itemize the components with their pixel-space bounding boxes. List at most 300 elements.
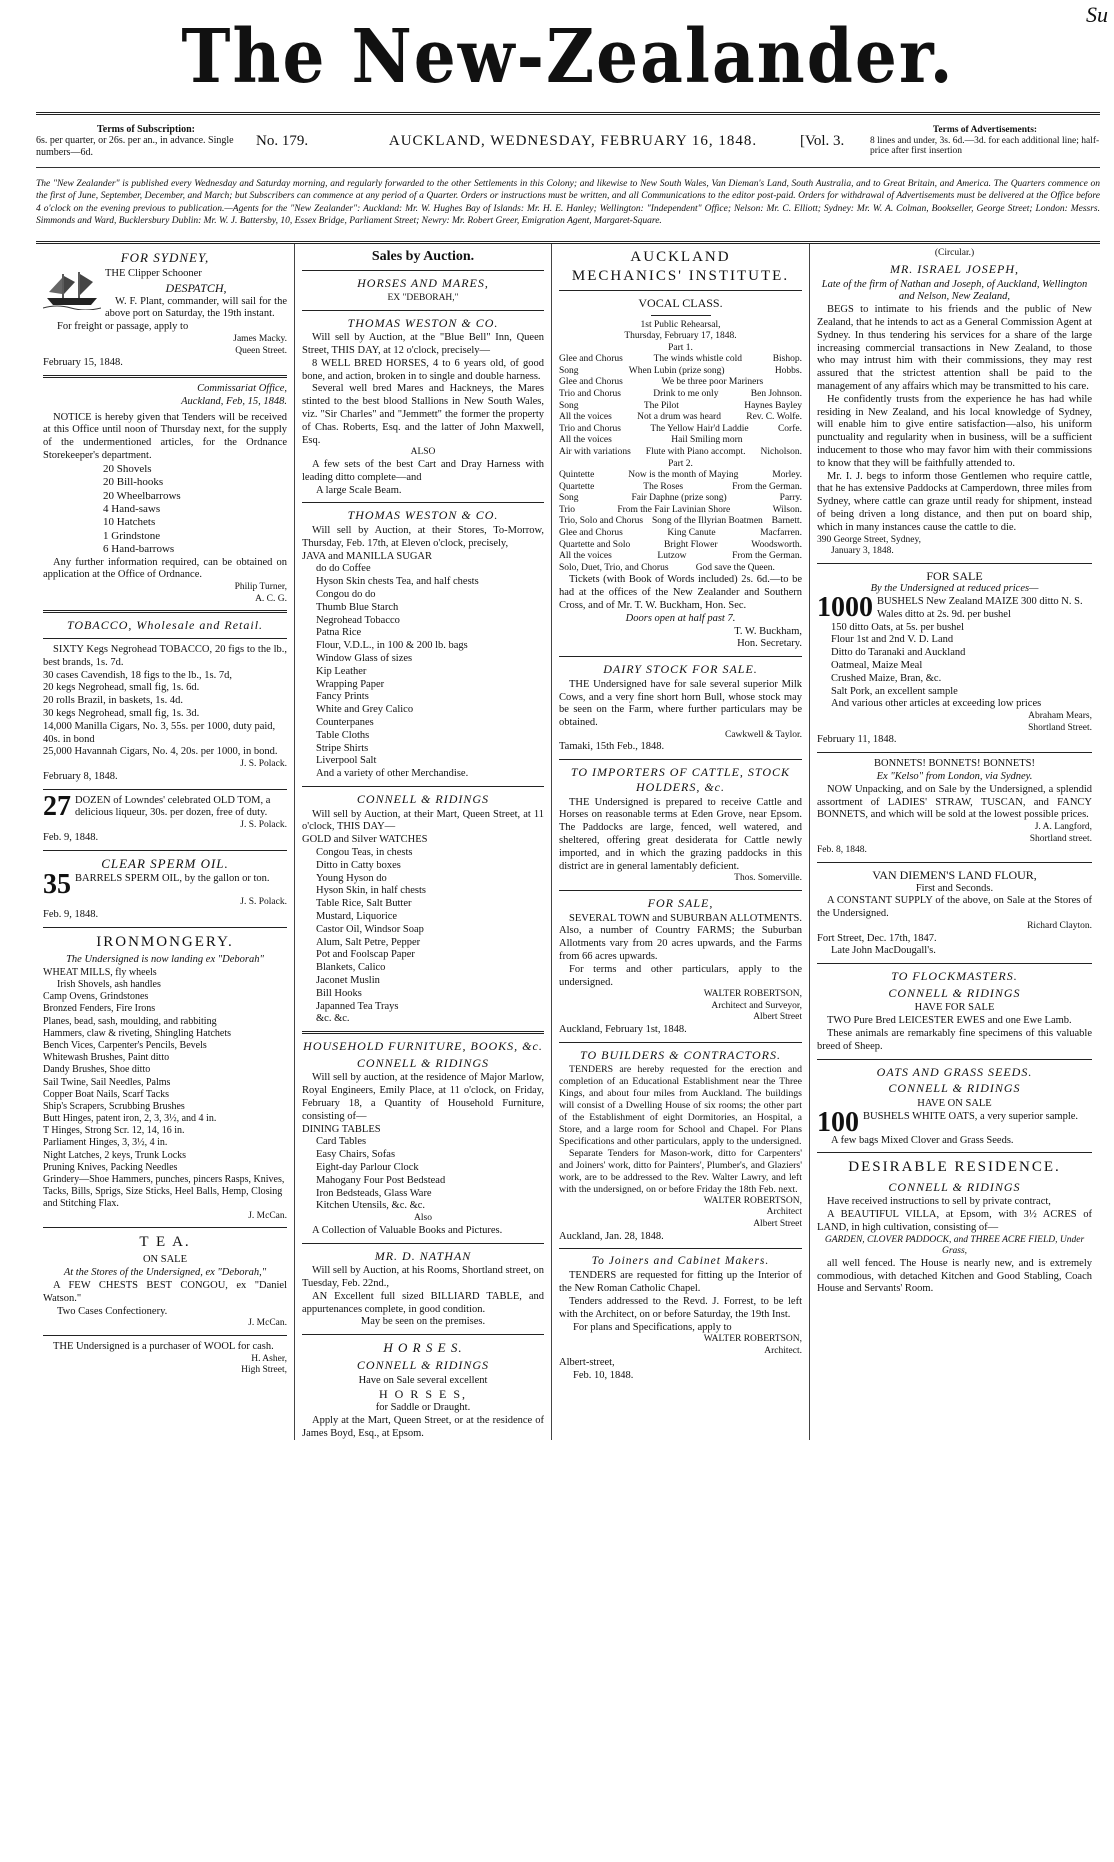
list-item: Bench Vices, Carpenter's Pencils, Bevels: [43, 1039, 207, 1051]
column-4: [810, 244, 1099, 1440]
ad-text: TWO Pure Bred LEICESTER EWES and one Ewe Lamb.: [827, 1015, 1072, 1027]
advertisement-terms: Terms of Advertisements: 8 lines and under, 3s. 6d.—3d. for each additional line; half-price after first insertion: [870, 124, 1100, 157]
dateline: [36, 121, 1100, 161]
ad-text: NOW Unpacking, and on Sale by the Undersigned, a splendid assortment of LADIES' STRAW, TUSCAN, and FANCY BONNETS, and which will be sold at the lowest possible prices.: [817, 783, 1092, 821]
list-item: 14,000 Manilla Cigars, No. 3, 55s. per 1000, duty paid, 40s. in bond: [43, 720, 276, 745]
piece-type: Song: [559, 400, 579, 411]
list-item: Stripe Shirts: [316, 742, 369, 754]
list-item: Congou do do: [316, 589, 376, 601]
auctioneer-name: THOMAS WESTON & CO.: [347, 508, 499, 523]
list-item: Night Latches, 2 keys, Trunk Locks: [43, 1149, 187, 1161]
columns: [36, 241, 1100, 1440]
item-list: [43, 463, 287, 557]
ad-text: AN Excellent full sized BILLIARD TABLE, and appurtenances complete, in good condition.: [302, 1290, 544, 1315]
piece-type: Trio and Chorus: [559, 389, 621, 400]
piece-composer: Parry.: [779, 493, 802, 504]
list-item: Crushed Maize, Bran, &c.: [831, 672, 942, 684]
ad-heading: IRONMONGERY.: [96, 933, 234, 950]
divider: [302, 502, 544, 503]
piece-type: Quartette: [559, 481, 595, 492]
ad-signature: Architect and Surveyor,: [711, 1000, 802, 1011]
list-item: 20 Bill-hooks: [103, 476, 164, 489]
list-item: Ditto in Catty boxes: [316, 859, 401, 871]
ad-signature: J. McCan.: [248, 1318, 287, 1329]
ad-text: Also: [414, 1213, 432, 1224]
quantity-number: 100: [817, 1106, 859, 1138]
list-item: Sail Twine, Sail Needles, Palms: [43, 1076, 171, 1088]
piece-title: Bright Flower: [663, 539, 718, 550]
list-item: 150 ditto Oats, at 5s. per bushel: [831, 621, 964, 633]
list-item: Pruning Knives, Packing Needles: [43, 1161, 178, 1173]
ad-text: TENDERS are requested for fitting up the Interior of the New Roman Catholic Chapel.: [559, 1270, 802, 1295]
programme-row: [559, 482, 802, 494]
list-item: Easy Chairs, Sofas: [316, 1149, 396, 1161]
piece-type: Glee and Chorus: [559, 528, 623, 538]
list-item: DINING TABLES: [302, 1123, 381, 1135]
ad-text: A FEW CHESTS BEST CONGOU, ex "Daniel Watson.": [43, 1280, 287, 1304]
list-item: Fancy Prints: [316, 691, 369, 703]
ad-text: SEVERAL TOWN and SUBURBAN ALLOTMENTS. Also, a number of Country FARMS; the Suburban Allotments vary from 20 acres upwards, and the Farms from 66 acres upwards.: [559, 912, 802, 962]
ad-text: For terms and other particulars, apply to the undersigned.: [559, 963, 802, 988]
divider: [43, 789, 287, 790]
piece-composer: From the German.: [732, 481, 802, 492]
ad-heading: TOBACCO, Wholesale and Retail.: [66, 618, 264, 633]
list-item: Ship's Scrapers, Scrubbing Brushes: [43, 1100, 185, 1112]
piece-composer: Woodsworth.: [751, 539, 802, 550]
list-item: And various other articles at exceeding low prices: [831, 698, 1042, 710]
ad-heading: HOUSEHOLD FURNITURE, BOOKS, &c.: [303, 1039, 543, 1054]
column-3: [552, 244, 810, 1440]
corner-mark: Su: [1086, 2, 1108, 27]
programme-row: [559, 424, 802, 436]
list-item: 30 cases Cavendish, 18 figs to the lb., 1s. 7d,: [43, 669, 232, 681]
ad-text: A Collection of Valuable Books and Pictures.: [312, 1224, 503, 1236]
piece-type: Glee and Chorus: [559, 354, 623, 365]
programme-row: [559, 505, 802, 517]
ad-text: He confidently trusts from the experience he has had while residing in New Zealand, and his local knowledge of Sydney, will enable him to give entire satisfaction—also, his uniform punctuality and regularity when in business, will be a sufficient inducement to those who may favor him with their commissions to know that they will be faithfully attended to.: [817, 393, 1092, 469]
list-item: 20 kegs Negrohead, small fig, 1s. 6d.: [43, 682, 200, 694]
divider: [302, 270, 544, 271]
divider: [43, 638, 287, 639]
ad-signature: J. S. Polack.: [240, 759, 287, 770]
publication-notice: The "New Zealander" is published every Wednesday and Saturday morning, and regularly forwarded to the other Settlements in this Colony; and likewise to New South Wales, Van Dieman's Land, South Australia, and to Great Britain, and America. The Quarters commence on the first of June, September, December, and March; but Subscribers can commence at any period of a Quarter. Orders or instructions must be written, and all Communications to the editor post-paid. Orders for withdrawal of Advertisements must be delivered at the Office before 4 o'clock on the evening previous to publication.—Agents for the "New Zealander": Auckland: Mr. W. Hughes Bay of Islands: Mr. H. E. Hanley; Wellington: "Independent" Office; Nelson: Mr. C. Elliott; Sydney: Mr. W. A. Colman, Bookseller, George Street; London: Messrs. Simmonds and Ward, Bucklersbury Dublin: Mr. W. J. Battersby, 10, Essex Bridge, Parliament Street; Newry: Mr. Robert Greer, Emigration Agent, Margaret-Square.: [36, 179, 1100, 227]
piece-title: From the Fair Lavinian Shore: [617, 504, 731, 515]
list-item: Pot and Foolscap Paper: [316, 949, 415, 961]
piece-composer: Wilson.: [772, 504, 802, 515]
ad-date: Auckland, Jan. 28, 1848.: [559, 1230, 664, 1242]
ad-address: Queen Street.: [235, 345, 287, 356]
ad-text: Apply at the Mart, Queen Street, or at the residence of James Boyd, Esq., at Epsom.: [302, 1414, 544, 1439]
auctioneer-name: CONNELL & RIDINGS: [888, 1179, 1021, 1194]
list-item: 20 rolls Brazil, in baskets, 1s. 4d.: [43, 695, 183, 707]
ad-signature: WALTER ROBERTSON,: [703, 989, 802, 1000]
ad-heading: FOR SYDNEY,: [120, 250, 210, 266]
ad-text: For freight or passage, apply to: [57, 321, 189, 333]
ad-signature: Architect: [766, 1207, 802, 1218]
column-1: [36, 244, 295, 1440]
ad-heading: TO FLOCKMASTERS.: [891, 969, 1018, 984]
list-item: Mustard, Liquorice: [316, 910, 398, 922]
ad-address: High Street,: [241, 1365, 287, 1376]
programme-row: [559, 528, 802, 540]
list-item: Ditto do Taranaki and Auckland: [831, 647, 966, 659]
ad-date: Tamaki, 15th Feb., 1848.: [559, 741, 665, 753]
issue-number: No. 179.: [256, 132, 309, 149]
ad-subheading: EX "DEBORAH,": [387, 293, 459, 304]
list-item: Parliament Hinges, 3, 3½, 4 in.: [43, 1137, 168, 1149]
ad-heading: OATS AND GRASS SEEDS.: [876, 1064, 1033, 1079]
ad-heading: BONNETS! BONNETS! BONNETS!: [874, 758, 1035, 770]
ad-heading: TO BUILDERS & CONTRACTORS.: [580, 1047, 781, 1062]
list-item: &c. &c.: [316, 1013, 350, 1025]
piece-type: Glee and Chorus: [559, 377, 623, 388]
ad-text: These animals are remarkably fine specimens of this valuable breed of Sheep.: [817, 1027, 1092, 1052]
programme-row: [559, 354, 802, 366]
ad-text: Doors open at half past 7.: [625, 612, 736, 624]
list-item: Flour, V.D.L., in 100 & 200 lb. bags: [316, 640, 468, 652]
ad-signature: T. W. Buckham,: [734, 625, 802, 637]
programme-row: [559, 401, 802, 413]
quantity-number: 35: [43, 869, 71, 901]
quantity-number: 1000: [817, 592, 873, 624]
ship-name: DESPATCH,: [165, 281, 227, 296]
list-item: Whitewash Brushes, Paint ditto: [43, 1052, 170, 1064]
ad-subheading: At the Stores of the Undersigned, ex "Deborah,": [63, 1267, 267, 1279]
item-list: [302, 576, 544, 781]
ad-heading: MECHANICS' INSTITUTE.: [571, 267, 790, 284]
list-item: Castor Oil, Windsor Soap: [316, 923, 424, 935]
ad-subheading: HAVE FOR SALE: [914, 1002, 995, 1014]
ad-text: Will sell by Auction, at their Mart, Queen Street, at 11 o'clock, THIS DAY—: [302, 808, 544, 833]
ad-signature: WALTER ROBERTSON,: [703, 1195, 802, 1206]
ad-text: BEGS to intimate to his friends and the public of New Zealand, that he intends to act as a General Commission Agent at Sydney. In thus tendering his services for a share of the large increasing commercial transactions in New Zealand, to those who may intrust him with their commissions, they may rest assured that the strictest attention shall be paid to the management of any affairs which may be transmitted to his care.: [817, 304, 1092, 392]
programme-row: [559, 377, 802, 389]
ad-text: THE Clipper Schooner: [105, 268, 202, 280]
divider: [817, 963, 1092, 964]
ad-signature: WALTER ROBERTSON,: [703, 1334, 802, 1345]
list-item: WHEAT MILLS, fly wheels: [43, 966, 157, 978]
ad-text: 8 WELL BRED HORSES, 4 to 6 years old, of good bone, and action, broken in to single and double harness.: [302, 357, 544, 382]
list-item: JAVA and MANILLA SUGAR: [302, 550, 433, 562]
divider: [817, 862, 1092, 863]
list-item: Japanned Tea Trays: [316, 1000, 399, 1012]
ad-address: Albert Street: [753, 1012, 802, 1023]
list-item: Dandy Brushes, Shoe ditto: [43, 1064, 151, 1076]
list-item: Flour 1st and 2nd V. D. Land: [831, 634, 954, 646]
list-item: Bill Hooks: [316, 987, 362, 999]
programme-row: [559, 516, 802, 528]
piece-composer: Corfe.: [777, 423, 802, 434]
ad-signature: H. Asher,: [251, 1353, 287, 1364]
list-item: Window Glass of sizes: [316, 653, 413, 665]
ad-text: all well fenced. The House is nearly new, and is extremely commodious, with detached Kitchen and Good Stabling, Coach House and Servants' Room.: [817, 1257, 1092, 1295]
divider: [817, 563, 1092, 564]
item-list: [302, 847, 544, 1026]
programme-row: [559, 412, 802, 424]
piece-title: Flute with Piano accompt.: [645, 446, 746, 457]
ad-signature: Architect.: [764, 1345, 802, 1356]
list-item: Planes, bead, sash, moulding, and rabbiting: [43, 1015, 217, 1027]
ad-heading: FOR SALE: [926, 568, 983, 583]
subscription-terms: Terms of Subscription: 6s. per quarter, or 26s. per an., in advance. Single numbers—6d.: [36, 123, 234, 158]
programme-row: [559, 435, 802, 447]
list-item: 25,000 Havannah Cigars, No. 4, 20s. per 1000, in bond.: [43, 746, 278, 758]
list-item: Hyson Skin, in half chests: [316, 885, 426, 897]
ad-text: Will sell by Auction, at the "Blue Bell" Inn, Queen Street, THIS DAY, at 12 o'clock, precisely—: [302, 332, 544, 357]
ad-signature: J. A. Langford,: [1034, 822, 1092, 833]
piece-title: God save the Queen.: [695, 562, 775, 573]
piece-title: Fair Daphne (prize song): [631, 493, 727, 504]
list-item: 6 Hand-barrows: [103, 543, 175, 556]
ad-date: Auckland, February 1st, 1848.: [559, 1024, 687, 1036]
ad-heading: MR. ISRAEL JOSEPH,: [889, 261, 1020, 276]
ad-heading: Commissariat Office,: [197, 383, 287, 394]
column-2: [295, 244, 552, 1440]
piece-composer: Barnett.: [771, 516, 802, 527]
list-item: Mahogany Four Post Bedstead: [316, 1174, 446, 1186]
list-item: Liverpool Salt: [316, 755, 377, 767]
ad-signature: Thos. Somerville.: [734, 873, 802, 884]
ad-subheading: Late of the firm of Nathan and Joseph, of Auckland, Wellington and Nelson, New Zealand,: [821, 278, 1088, 303]
ad-text: ALSO: [410, 447, 436, 458]
list-item: Butt Hinges, patent iron, 2, 3, 3½, and 4 in.: [43, 1113, 217, 1125]
divider: [302, 310, 544, 311]
divider: [559, 1042, 802, 1043]
divider: [817, 1152, 1092, 1153]
list-item: 30 kegs Negrohead, small fig, 1s. 3d.: [43, 707, 200, 719]
ad-date: Auckland, Feb, 15, 1848.: [181, 395, 287, 407]
ad-heading: CLEAR SPERM OIL.: [101, 855, 229, 871]
auctioneer-name: THOMAS WESTON & CO.: [347, 315, 499, 330]
ad-text: Mr. I. J. begs to inform those Gentlemen who require cattle, that he has extensive Paddocks at Camperdown, three miles from Sydney, where cattle can graze until ready for shipment, instead of being driven a long distance, and then put on board ship, which in many instances cause the cattle to die.: [817, 470, 1092, 533]
ad-signature: James Macky.: [233, 334, 287, 345]
ad-heading: T E A.: [139, 1234, 191, 1251]
ad-text: For plans and Specifications, apply to: [573, 1321, 732, 1333]
piece-composer: Ben Johnson.: [750, 389, 802, 400]
divider: [559, 759, 802, 760]
ad-text: Will sell by Auction, at his Rooms, Shortland street, on Tuesday, Feb. 22nd.,: [302, 1265, 544, 1289]
ad-date: Feb. 9, 1848.: [43, 831, 99, 843]
ad-heading: TO IMPORTERS OF CATTLE, STOCK HOLDERS, &c.: [570, 765, 791, 794]
piece-type: All the voices: [559, 412, 612, 423]
ad-address: 390 George Street, Sydney,: [817, 534, 921, 545]
list-item: GOLD and Silver WATCHES: [302, 834, 428, 846]
piece-title: Hail Smiling morn: [671, 435, 743, 446]
ad-heading: AUCKLAND: [630, 249, 731, 266]
list-item: Irish Shovels, ash handles: [57, 979, 161, 991]
ad-subheading: First and Seconds.: [915, 882, 994, 894]
ad-heading: H O R S E S.: [383, 1340, 463, 1356]
programme-part-2: [559, 470, 802, 574]
piece-title: Lutzow: [657, 551, 687, 562]
volume-number: [Vol. 3.: [800, 132, 845, 149]
list-item: Patna Rice: [316, 627, 362, 639]
list-item: Grindery—Shoe Hammers, punches, pincers Rasps, Knives, Tacks, Bills, Sprigs, Size Sticks, Heel Balls, Hemp, Closing and Stitching Flax.: [43, 1174, 285, 1210]
piece-type: Solo, Duet, Trio, and Chorus: [559, 562, 669, 573]
quantity-number: 27: [43, 790, 71, 822]
list-item: Negrohead Tobacco: [316, 614, 400, 626]
divider: [43, 927, 287, 928]
list-item: Table Rice, Salt Butter: [316, 898, 412, 910]
list-item: SIXTY Kegs Negrohead TOBACCO, 20 figs to the lb., best brands, 1s. 7d.: [43, 644, 287, 668]
ad-text: for Saddle or Draught.: [375, 1402, 471, 1414]
ad-subheading: Ex "Kelso" from London, via Sydney.: [876, 771, 1033, 783]
ship-icon: [43, 268, 101, 310]
divider: [559, 656, 802, 657]
auctioneer-name: MR. D. NATHAN: [374, 1248, 472, 1263]
piece-composer: Haynes Bayley: [744, 400, 802, 411]
ad-subheading: By the Undersigned at reduced prices—: [870, 583, 1039, 595]
ad-subheading: ON SALE: [142, 1254, 188, 1266]
ad-date: February 11, 1848.: [817, 734, 897, 746]
divider: [651, 315, 711, 316]
programme-row: [559, 493, 802, 505]
ad-date: January 3, 1848.: [831, 546, 894, 557]
piece-type: Song: [559, 493, 579, 504]
ad-date: February 8, 1848.: [43, 770, 118, 782]
ad-date: Feb. 8, 1848.: [817, 845, 867, 856]
ad-text: THE Undersigned is a purchaser of WOOL for cash.: [53, 1341, 274, 1353]
ad-date: February 15, 1848.: [43, 357, 123, 369]
ad-text: NOTICE is hereby given that Tenders will be received at this Office until noon of Thursday next, for the supply of the undermentioned articles, for the Ordnance Storekeeper's department.: [43, 411, 287, 461]
ad-text: Two Cases Confectionery.: [57, 1305, 168, 1317]
divider: [43, 610, 287, 613]
list-item: Card Tables: [316, 1136, 367, 1148]
ad-text: THE Undersigned have for sale several superior Milk Cows, and a very fine short horn Bull, whose stock may be seen on the Farm, where further particulars may be obtained.: [559, 678, 802, 729]
ad-date: Thursday, February 17, 1848.: [624, 331, 737, 342]
ad-subheading: (Circular.): [934, 248, 975, 259]
list-item: T Hinges, Strong Scr. 12, 14, 16 in.: [43, 1125, 185, 1137]
list-item: Hammers, claw & riveting, Shingling Hatchets: [43, 1027, 232, 1039]
programme-row: [559, 447, 802, 459]
ad-text: Tenders addressed to the Revd. J. Forrest, to be left with the Architect, on or before Saturday, the 19th Inst.: [559, 1295, 802, 1320]
divider: [43, 850, 287, 851]
programme-part-1: [559, 354, 802, 458]
list-item: Bronzed Fenders, Fire Irons: [43, 1003, 156, 1015]
ad-address: Shortland Street.: [1028, 722, 1092, 733]
ad-signature: A. C. G.: [255, 593, 287, 604]
ad-heading: VAN DIEMEN'S LAND FLOUR,: [872, 867, 1037, 882]
ad-text: A few sets of the best Cart and Dray Harness with leading ditto complete—and: [302, 459, 544, 483]
divider: [559, 1248, 802, 1249]
tobacco-list: [43, 644, 287, 759]
ad-text: Have on Sale several excellent: [358, 1374, 488, 1386]
piece-composer: Nicholson.: [760, 446, 802, 457]
ad-text: TENDERS are hereby requested for the erection and completion of an Educational Establishment near the Three Kings, and about four miles from Auckland. The buildings will consist of a Dwelling House of six rooms; the other part of the Establishment of eight Dormitories, an Hospital, a Store, and a large room for School and Chapel. For Plans Specifications and other particulars, apply to the undersigned.: [559, 1064, 802, 1148]
ad-text: DOZEN of Lowndes' celebrated OLD TOM, a delicious liqueur, 30s. per dozen, free of duty.: [75, 794, 271, 819]
list-item: Eight-day Parlour Clock: [316, 1161, 419, 1173]
ad-text: A CONSTANT SUPPLY of the above, on Sale at the Stores of the Undersigned.: [817, 895, 1092, 920]
divider: [559, 890, 802, 891]
piece-title: King Canute: [667, 528, 716, 538]
auctioneer-name: CONNELL & RIDINGS: [356, 1358, 490, 1373]
list-item: 10 Hatchets: [103, 516, 156, 529]
programme-row: [559, 563, 802, 575]
ad-signature: Philip Turner,: [234, 582, 287, 593]
list-item: 20 Shovels: [103, 462, 152, 475]
piece-title: Not a drum was heard: [637, 412, 721, 423]
piece-title: Song of the Illyrian Boatmen: [651, 516, 763, 527]
divider: [559, 290, 802, 291]
auctioneer-name: CONNELL & RIDINGS: [356, 791, 490, 806]
piece-type: All the voices: [559, 551, 612, 562]
ad-subheading: Part 2.: [668, 458, 693, 469]
divider: [43, 1335, 287, 1336]
ad-text: A large Scale Beam.: [316, 484, 402, 496]
ad-text: May be seen on the premises.: [360, 1316, 486, 1328]
list-item: Camp Ovens, Grindstones: [43, 991, 149, 1003]
list-item: Counterpanes: [316, 717, 374, 728]
divider: [43, 375, 287, 378]
divider: [817, 1059, 1092, 1060]
issue-date: AUCKLAND, WEDNESDAY, FEBRUARY 16, 1848.: [388, 132, 758, 149]
ad-text: Tickets (with Book of Words included) 2s. 6d.—to be had at the offices of the New Zealander and Southern Cross, and of Mr. T. W. Buckham, Hon. Sec.: [559, 574, 802, 611]
divider: [302, 1334, 544, 1335]
list-item: Copper Boat Nails, Scarf Tacks: [43, 1088, 170, 1100]
ad-heading: To Joiners and Cabinet Makers.: [591, 1255, 770, 1268]
piece-title: The Yellow Hair'd Laddie: [650, 423, 749, 434]
divider: [302, 786, 544, 787]
piece-composer: Hobbs.: [774, 365, 802, 376]
ad-subheading: The Undersigned is now landing ex "Deborah": [66, 954, 264, 966]
ad-signature: Abraham Mears,: [1028, 711, 1092, 722]
auctioneer-name: CONNELL & RIDINGS: [888, 985, 1021, 1000]
piece-type: Trio: [559, 504, 576, 515]
ad-address: Albert Street: [753, 1218, 802, 1229]
ad-text: Separate Tenders for Mason-work, ditto for Carpenters' and Joiners' work, ditto for Painters', Plumber's, and Glaziers' work, are to be addressed to the Rev. Walter Lawry, and left with the undersigned, on or before Friday the 18th Feb. next.: [559, 1148, 802, 1195]
list-item: Young Hyson do: [316, 872, 387, 884]
ad-heading: FOR SALE,: [647, 895, 714, 910]
ad-text: Any further information required, can be obtained on application at the Office of Ordnance.: [43, 556, 287, 581]
ad-subheading: 1st Public Rehearsal,: [640, 319, 721, 330]
ad-signature: Hon. Secretary.: [737, 638, 802, 650]
divider: [43, 1227, 287, 1228]
ad-address: Shortland street.: [1029, 833, 1092, 844]
list-item: Oatmeal, Maize Meal: [831, 660, 923, 672]
list-item: Alum, Salt Petre, Pepper: [316, 936, 421, 948]
piece-title: The Pilot: [643, 400, 679, 411]
ironmongery-list: [43, 967, 287, 1211]
list-item: Salt Pork, an excellent sample: [831, 685, 958, 697]
ad-subheading: VOCAL CLASS.: [638, 295, 723, 310]
piece-title: Now is the month of Maying: [628, 470, 739, 481]
piece-composer: Rev. C. Wolfe.: [746, 412, 802, 423]
ad-text: W. F. Plant, commander, will sail for the above port on Saturday, the 19th instant.: [105, 295, 287, 320]
piece-type: Air with variations: [559, 446, 631, 457]
section-heading: Sales by Auction.: [371, 249, 475, 265]
programme-row: [559, 540, 802, 552]
piece-type: Song: [559, 365, 579, 376]
ad-text: BUSHELS New Zealand MAIZE 300 ditto N. S. Wales ditto at 2s. 9d. per bushel: [877, 596, 1083, 620]
piece-composer: Macfarren.: [760, 528, 802, 538]
ad-heading: HORSES AND MARES,: [357, 276, 489, 291]
ad-text: Have received instructions to sell by private contract,: [827, 1196, 1051, 1208]
list-item: Congou Teas, in chests: [316, 847, 413, 858]
ad-date: Feb. 9, 1848.: [43, 908, 99, 920]
piece-composer: Morley.: [772, 470, 802, 481]
ad-text: Will sell by auction, at the residence of Major Marlow, Royal Engineers, Emily Place, at 11 o'clock, on Friday, February 18, a Quantity of Household Furniture, consisting of—: [302, 1072, 544, 1122]
list-item: White and Grey Calico: [316, 704, 414, 716]
piece-title: When Lubin (prize song): [628, 365, 725, 376]
piece-composer: From the German.: [732, 551, 802, 562]
list-item: Blankets, Calico: [316, 962, 386, 974]
programme-row: [559, 470, 802, 482]
piece-type: Trio, Solo and Chorus: [559, 516, 644, 527]
item-list: [817, 622, 1092, 712]
list-item: Iron Bedsteads, Glass Ware: [316, 1187, 432, 1199]
list-item: Kitchen Utensils, &c. &c.: [316, 1200, 426, 1212]
list-item: And a variety of other Merchandise.: [316, 768, 469, 780]
